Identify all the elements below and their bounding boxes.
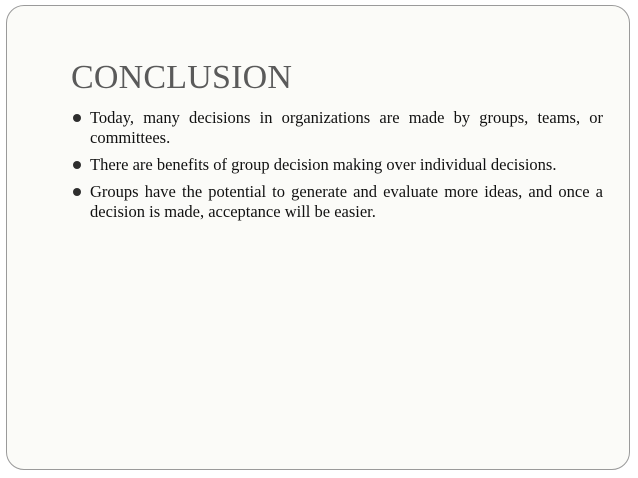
bullet-text: Groups have the potential to generate and evaluate more ideas, and once a decision is made, acceptance will be easier. [90, 182, 603, 221]
bullet-text: Today, many decisions in organizations are made by groups, teams, or committees. [90, 108, 603, 147]
bullet-item [73, 182, 603, 222]
bullet-item [73, 155, 603, 175]
bullet-text: There are benefits of group decision making over individual decisions. [90, 155, 557, 174]
bullet-list [73, 108, 603, 229]
bullet-dot-icon [73, 114, 81, 122]
slide-title: CONCLUSION [71, 59, 293, 96]
slide-frame [6, 5, 630, 470]
bullet-dot-icon [73, 188, 81, 196]
bullet-dot-icon [73, 161, 81, 169]
bullet-item [73, 108, 603, 148]
